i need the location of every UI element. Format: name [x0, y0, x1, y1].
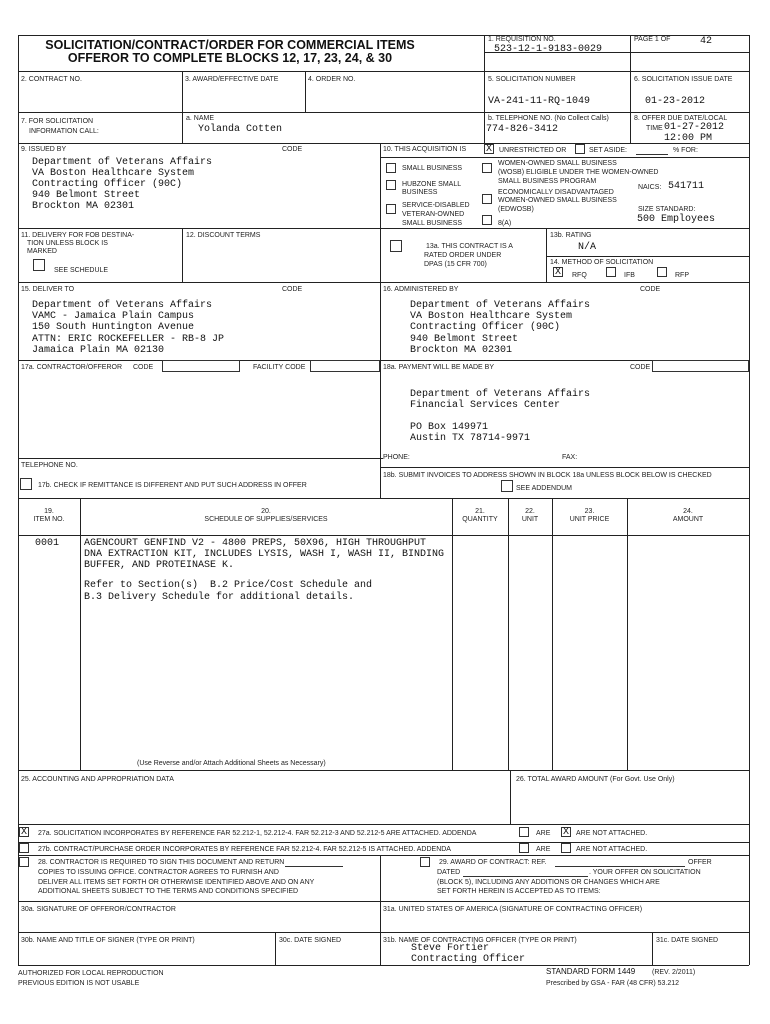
address-line: Department of Veterans Affairs: [32, 157, 213, 168]
wosb-checkbox[interactable]: [482, 163, 492, 173]
eight-a-checkbox[interactable]: [482, 215, 492, 225]
eight-a-label: 8(A): [498, 220, 512, 227]
clause-27b-are-checkbox[interactable]: [519, 843, 529, 853]
unrestricted-label: UNRESTRICTED OR: [499, 147, 567, 154]
size-standard: 500 Employees: [637, 214, 716, 225]
form-title: SOLICITATION/CONTRACT/ORDER FOR COMMERCIAL ITEMS: [45, 38, 415, 52]
clause-29-dated-label: DATED: [437, 869, 461, 876]
officer-date-label: 31c. DATE SIGNED: [656, 937, 719, 944]
clause-28-line-3: DELIVER ALL ITEMS SET FORTH OR OTHERWISE IDENTIFIED ABOVE AND ON ANY: [38, 879, 315, 886]
contractor-label: 17a. CONTRACTOR/OFFEROR: [21, 364, 122, 371]
item-description-line: Refer to Section(s) B.2 Price/Cost Schedule and: [84, 580, 373, 591]
wosb-label-1: WOMEN-OWNED SMALL BUSINESS: [498, 160, 617, 167]
telephone-label: b. TELEPHONE NO. (No Collect Calls): [488, 115, 609, 122]
clause-27b-label: 27b. CONTRACT/PURCHASE ORDER INCORPORATES BY REFERENCE FAR 52.212-4. FAR 52.212-5 IS ATTACHED. ADDENDA: [38, 846, 451, 853]
clause-27a-are-not-label: ARE NOT ATTACHED.: [576, 830, 648, 837]
address-line: VA Boston Healthcare System: [410, 311, 573, 322]
col-schedule-num: 20.: [261, 508, 271, 515]
sdvosb-checkbox[interactable]: [386, 204, 396, 214]
deliver-to-label: 15. DELIVER TO: [21, 286, 75, 293]
deliver-to-code-label: CODE: [282, 286, 303, 293]
payment-code-label: CODE: [630, 364, 651, 371]
method-label: 14. METHOD OF SOLICITATION: [550, 259, 654, 266]
clause-29-line-1: 29. AWARD OF CONTRACT: REF.: [439, 859, 547, 866]
address-line: Brockton MA 02301: [410, 345, 513, 356]
discount-terms-label: 12. DISCOUNT TERMS: [186, 232, 261, 239]
col-price-num: 23.: [584, 508, 595, 515]
solicitation-number-label: 5. SOLICITATION NUMBER: [488, 76, 576, 83]
address-line: Brockton MA 02301: [32, 201, 135, 212]
col-item-num: 19.: [44, 508, 54, 515]
officer-title: Contracting Officer: [411, 954, 526, 965]
rated-order-label-3: DPAS (15 CFR 700): [424, 261, 487, 268]
payment-code-field[interactable]: [652, 360, 749, 372]
clause-27b-are-not-label: ARE NOT ATTACHED.: [576, 846, 648, 853]
col-amount-header: AMOUNT: [672, 516, 704, 523]
facility-code-field[interactable]: [310, 360, 380, 372]
col-price-header: UNIT PRICE: [569, 516, 610, 523]
edwosb-checkbox[interactable]: [482, 194, 492, 204]
contact-name-label: a. NAME: [186, 115, 215, 122]
clause-29-checkbox[interactable]: [420, 857, 430, 867]
ifb-checkbox[interactable]: [606, 267, 616, 277]
delivery-fob-label-3: MARKED: [27, 248, 57, 255]
solicitation-date: 01-23-2012: [645, 96, 706, 107]
signer-name-label: 30b. NAME AND TITLE OF SIGNER (TYPE OR PRINT): [21, 937, 195, 944]
col-unit-header: UNIT: [521, 516, 539, 523]
clause-29-line-4: SET FORTH HEREIN IS ACCEPTED AS TO ITEMS:: [437, 888, 601, 895]
authorized-reproduction: AUTHORIZED FOR LOCAL REPRODUCTION: [18, 970, 164, 977]
wosb-label-3: SMALL BUSINESS PROGRAM: [498, 178, 597, 185]
issued-by-code-label: CODE: [282, 146, 303, 153]
clause-28-line-4: ADDITIONAL SHEETS SUBJECT TO THE TERMS AND CONDITIONS SPECIFIED: [38, 888, 299, 895]
address-line: ATTN: ERIC ROCKEFELLER - RB-8 JP: [32, 334, 225, 345]
rfp-checkbox[interactable]: [657, 267, 667, 277]
info-call-label: INFORMATION CALL:: [29, 128, 99, 135]
officer-signature-label: 31a. UNITED STATES OF AMERICA (SIGNATURE OF CONTRACTING OFFICER): [383, 906, 643, 913]
address-line: PO Box 149971: [410, 422, 489, 433]
item-description-line: AGENCOURT GENFIND V2 - 4800 PREPS, 50X96, HIGH THROUGHPUT: [84, 538, 427, 549]
contractor-code-field[interactable]: [162, 360, 240, 372]
item-description-line: BUFFER, AND PROTEINASE K.: [84, 560, 235, 571]
item-description-line: B.3 Delivery Schedule for additional details.: [84, 592, 355, 603]
clause-28-copies-field[interactable]: [285, 866, 343, 867]
facility-code-label: FACILITY CODE: [253, 364, 306, 371]
administered-by-code-label: CODE: [640, 286, 661, 293]
edwosb-label-2: WOMEN-OWNED SMALL BUSINESS: [498, 197, 617, 204]
form-id: STANDARD FORM 1449: [546, 967, 636, 976]
clause-28-line-1: 28. CONTRACTOR IS REQUIRED TO SIGN THIS DOCUMENT AND RETURN: [38, 859, 285, 866]
delivery-fob-label-1: 11. DELIVERY FOR FOB DESTINA-: [21, 232, 135, 239]
payment-label: 18a. PAYMENT WILL BE MADE BY: [383, 364, 494, 371]
clause-27b-are-label: ARE: [536, 846, 551, 853]
form-revision: (REV. 2/2011): [652, 969, 696, 976]
address-line: Financial Services Center: [410, 400, 561, 411]
accounting-label: 25. ACCOUNTING AND APPROPRIATION DATA: [21, 776, 174, 783]
size-standard-label: SIZE STANDARD:: [638, 206, 696, 213]
rated-order-label-2: RATED ORDER UNDER: [424, 252, 502, 259]
clause-27a-label: 27a. SOLICITATION INCORPORATES BY REFERENCE FAR 52.212-1, 52.212-4. FAR 52.212-3 AND 52.212-5 ARE ATTACHED. ADDENDA: [38, 830, 477, 837]
col-unit-num: 22.: [525, 508, 535, 515]
rated-order-label-1: 13a. THIS CONTRACT IS A: [426, 243, 513, 250]
rating-value: N/A: [578, 242, 597, 253]
item-number: 0001: [35, 538, 60, 549]
address-line: Austin TX 78714-9971: [410, 433, 531, 444]
clause-27b-are-not-checkbox[interactable]: [561, 843, 571, 853]
rfp-label: RFP: [675, 272, 689, 279]
address-line: 940 Belmont Street: [410, 334, 519, 345]
clause-27a-are-checkbox[interactable]: [519, 827, 529, 837]
see-addendum-checkbox[interactable]: [501, 480, 513, 492]
rating-label: 13b. RATING: [550, 232, 592, 239]
clause-27b-checkbox[interactable]: [19, 843, 29, 853]
contact-name: Yolanda Cotten: [198, 124, 283, 135]
issued-by-label: 9. ISSUED BY: [21, 146, 67, 153]
rfq-label: RFQ: [572, 272, 587, 279]
col-quantity-header: QUANTITY: [462, 516, 498, 523]
clause-29-ref-field[interactable]: [555, 866, 685, 867]
hubzone-label-1: HUBZONE SMALL: [402, 181, 462, 188]
clause-27a-are-not-checkbox[interactable]: X: [562, 827, 569, 838]
order-no-label: 4. ORDER NO.: [308, 76, 356, 83]
clause-28-checkbox[interactable]: [19, 857, 29, 867]
address-line: VAMC - Jamaica Plain Campus: [32, 311, 195, 322]
small-business-label: SMALL BUSINESS: [402, 165, 463, 172]
clause-29-line-3: (BLOCK 5), INCLUDING ANY ADDITIONS OR CHANGES WHICH ARE: [437, 879, 660, 886]
clause-27a-are-label: ARE: [536, 830, 551, 837]
ifb-label: IFB: [624, 272, 635, 279]
prescribed-by: Prescribed by GSA - FAR (48 CFR) 53.212: [546, 980, 680, 987]
contractor-telephone-label: TELEPHONE NO.: [21, 462, 78, 469]
hubzone-checkbox[interactable]: [386, 180, 396, 190]
delivery-fob-label-2: TION UNLESS BLOCK IS: [27, 240, 108, 247]
col-amount-num: 24.: [683, 508, 693, 515]
item-description-line: DNA EXTRACTION KIT, INCLUDES LYSIS, WASH I, WASH II, BINDING: [84, 549, 445, 560]
address-line: 150 South Huntington Avenue: [32, 322, 195, 333]
offer-due-time: 12:00 PM: [664, 133, 713, 144]
offer-due-label: 8. OFFER DUE DATE/LOCAL: [634, 115, 728, 122]
for-solicitation-label: 7. FOR SOLICITATION: [21, 118, 94, 125]
small-business-checkbox[interactable]: [386, 163, 396, 173]
edwosb-label-3: (EDWOSB): [498, 206, 534, 213]
form-subtitle: OFFEROR TO COMPLETE BLOCKS 12, 17, 23, 24, & 30: [67, 51, 393, 65]
set-aside-label: SET ASIDE:: [589, 147, 627, 154]
contract-no-label: 2. CONTRACT NO.: [21, 76, 82, 83]
col-item-header: ITEM NO.: [33, 516, 65, 523]
schedule-footnote: (Use Reverse and/or Attach Additional Sheets as Necessary): [137, 760, 326, 767]
submit-invoices-label: 18b. SUBMIT INVOICES TO ADDRESS SHOWN IN BLOCK 18a UNLESS BLOCK BELOW IS CHECKED: [383, 472, 712, 479]
sdvosb-label-2: VETERAN-OWNED: [402, 211, 465, 218]
requisition-number: 523-12-1-9183-0029: [494, 44, 603, 55]
see-schedule-label: SEE SCHEDULE: [54, 267, 109, 274]
address-line: Jamaica Plain MA 02130: [32, 345, 165, 356]
clause-27a-checkbox[interactable]: X: [20, 827, 27, 838]
see-addendum-label: SEE ADDENDUM: [516, 485, 573, 492]
administered-by-label: 16. ADMINISTERED BY: [383, 286, 459, 293]
sdvosb-label-1: SERVICE-DISABLED: [402, 202, 470, 209]
payment-fax-label: FAX:: [562, 454, 578, 461]
previous-edition: PREVIOUS EDITION IS NOT USABLE: [18, 980, 140, 987]
award-date-label: 3. AWARD/EFFECTIVE DATE: [185, 76, 279, 83]
address-line: Contracting Officer (90C): [410, 322, 561, 333]
address-line: 940 Belmont Street: [32, 190, 141, 201]
col-quantity-num: 21.: [475, 508, 485, 515]
rfq-checkbox[interactable]: X: [554, 267, 561, 278]
remittance-checkbox[interactable]: [20, 478, 32, 490]
edwosb-label-1: ECONOMICALLY DISADVANTAGED: [498, 189, 614, 196]
clause-28-line-2: COPIES TO ISSUING OFFICE. CONTRACTOR AGREES TO FURNISH AND: [38, 869, 279, 876]
page-label: PAGE 1 OF: [634, 36, 671, 43]
requisition-label: 1. REQUISITION NO.: [488, 36, 556, 43]
col-schedule-header: SCHEDULE OF SUPPLIES/SERVICES: [204, 516, 328, 523]
clause-29-offer-label: OFFER: [688, 859, 712, 866]
wosb-label-2: (WOSB) ELIGIBLE UNDER THE WOMEN-OWNED: [498, 169, 659, 176]
sdvosb-label-3: SMALL BUSINESS: [402, 220, 463, 227]
offer-due-date: 01-27-2012: [664, 122, 725, 133]
solicitation-number: VA-241-11-RQ-1049: [488, 96, 591, 107]
clause-29-dated-field[interactable]: [463, 876, 588, 877]
page-count: 42: [700, 36, 713, 47]
clause-29-your-offer-label: . YOUR OFFER ON SOLICITATION: [589, 869, 701, 876]
address-line: Department of Veterans Affairs: [32, 300, 213, 311]
remittance-label: 17b. CHECK IF REMITTANCE IS DIFFERENT AND PUT SUCH ADDRESS IN OFFER: [38, 482, 307, 489]
naics-label: NAICS:: [638, 184, 662, 191]
payment-phone-label: PHONE:: [383, 454, 410, 461]
contractor-code-label: CODE: [133, 364, 154, 371]
rated-order-checkbox[interactable]: [390, 240, 402, 252]
time-label: TIME: [646, 125, 663, 132]
officer-name-label: 31b. NAME OF CONTRACTING OFFICER (TYPE OR PRINT): [383, 937, 577, 944]
offeror-date-label: 30c. DATE SIGNED: [279, 937, 342, 944]
set-aside-checkbox[interactable]: [575, 144, 585, 154]
pct-for-label: % FOR:: [673, 147, 698, 154]
telephone-number: 774-826-3412: [486, 124, 559, 135]
address-line: Contracting Officer (90C): [32, 179, 183, 190]
set-aside-pct-field[interactable]: [636, 154, 668, 155]
address-line: Department of Veterans Affairs: [410, 300, 591, 311]
acquisition-label: 10. THIS ACQUISITION IS: [383, 146, 467, 153]
see-schedule-checkbox[interactable]: [33, 259, 45, 271]
solicitation-date-label: 6. SOLICITATION ISSUE DATE: [634, 76, 733, 83]
naics-code: 541711: [668, 181, 705, 192]
offeror-signature-label: 30a. SIGNATURE OF OFFEROR/CONTRACTOR: [21, 906, 176, 913]
officer-name: Steve Fortier: [411, 943, 490, 954]
address-line: Department of Veterans Affairs: [410, 389, 591, 400]
unrestricted-checkbox[interactable]: X: [485, 144, 492, 155]
total-award-label: 26. TOTAL AWARD AMOUNT (For Govt. Use Only): [516, 776, 675, 783]
address-line: VA Boston Healthcare System: [32, 168, 195, 179]
hubzone-label-2: BUSINESS: [402, 189, 438, 196]
